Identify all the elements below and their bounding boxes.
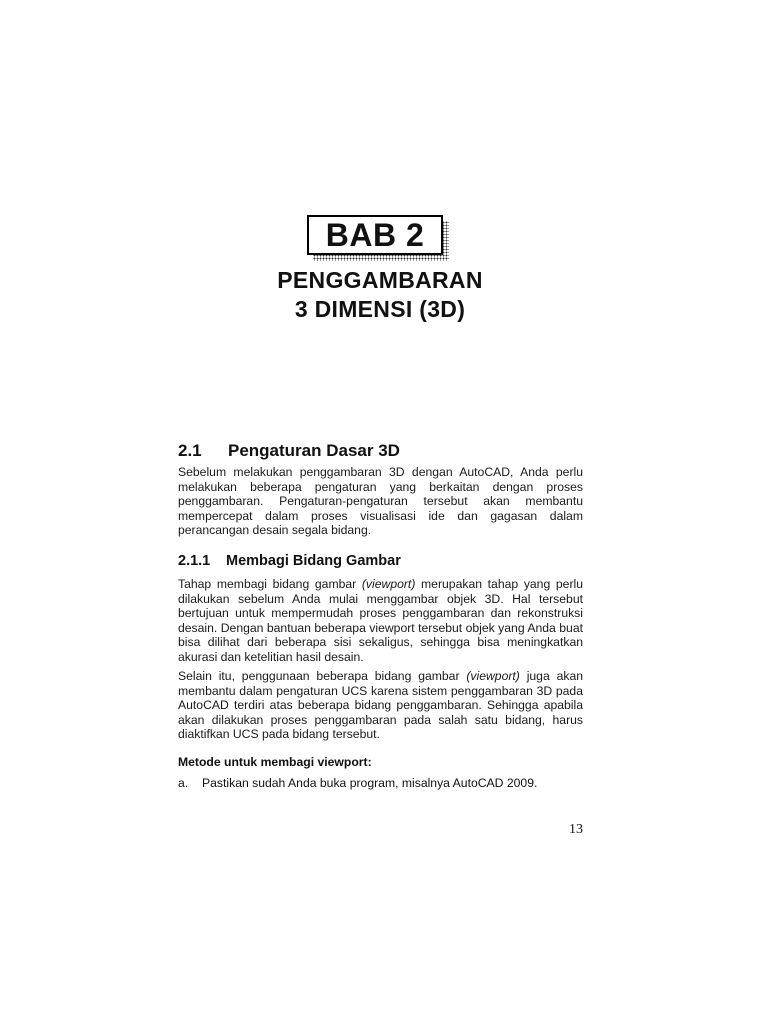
- p2-text-after: juga akan membantu dalam pengaturan UCS karena sistem penggambaran 3D pada AutoCAD terdiri atas beberapa bidang penggambaran. Sehingga apabila akan dilakukan proses penggambaran pada salah satu bidang, harus diaktifkan UCS pada bidang tersebut.: [178, 669, 583, 742]
- subsection-title: Membagi Bidang Gambar: [226, 553, 401, 569]
- list-marker: a.: [178, 776, 189, 790]
- p2-text-before: Selain itu, penggunaan beberapa bidang gambar: [178, 669, 467, 683]
- page-number: 13: [569, 822, 583, 837]
- section-number: 2.1: [178, 441, 202, 460]
- p2-emphasis: (viewport): [466, 669, 520, 683]
- p1-text-before: Tahap membagi bidang gambar: [178, 577, 362, 591]
- subsection-number: 2.1.1: [178, 553, 211, 569]
- chapter-label-box: [307, 215, 443, 255]
- chapter-title-line-1: PENGGAMBARAN: [277, 267, 483, 293]
- list-item-text: Pastikan sudah Anda buka program, misalnya AutoCAD 2009.: [202, 776, 538, 790]
- method-label: Metode untuk membagi viewport:: [178, 755, 372, 769]
- section-paragraph: Sebelum melakukan penggambaran 3D dengan AutoCAD, Anda perlu melakukan beberapa pengaturan yang berkaitan dengan proses penggambaran. Pengaturan-pengaturan tersebut akan membantu mempercepat dalam proses visualisasi ide dan gagasan dalam perancangan desain segala bidang.: [178, 465, 583, 538]
- section-title: Pengaturan Dasar 3D: [228, 441, 400, 460]
- chapter-label: BAB 2: [307, 215, 443, 255]
- subsection-heading: [178, 553, 401, 569]
- section-heading: [178, 441, 400, 461]
- p1-emphasis: (viewport): [361, 577, 416, 591]
- list-item: [178, 776, 537, 790]
- subsection-paragraph-2: [178, 669, 583, 742]
- subsection-paragraph-1: [178, 577, 583, 665]
- chapter-title-line-2: 3 DIMENSI (3D): [294, 296, 466, 322]
- p1-text-after: merupakan tahap yang perlu dilakukan sebelum Anda mulai menggambar objek 3D. Hal tersebut bertujuan untuk mempermudah proses penggambaran dan rekonstruksi desain. Dengan bantuan beberapa viewport tersebut objek yang Anda buat bisa dilihat dari beberapa sisi sekaligus, sehingga bisa meningkatkan akurasi dan ketelitian hasil desain.: [178, 577, 583, 664]
